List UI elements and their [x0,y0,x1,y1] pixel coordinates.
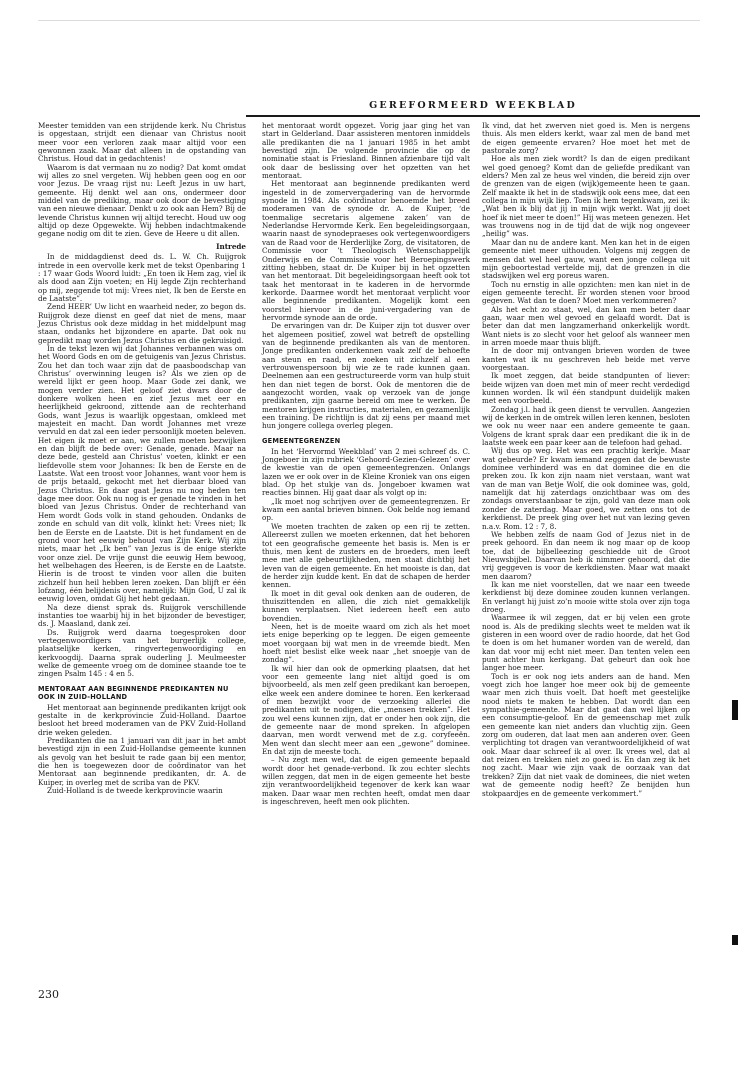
scan-edge-mark [732,935,738,945]
column-3 [482,122,690,798]
paragraph: Wij dus op weg. Het was een prachtig kerkje. Maar wat gebeurde? Er kwam iemand zeggen dat de bewuste dominee verhinderd was en dat dominee die en die preken zou. Ik kon zijn naam niet verstaan, want wat van de man van Betje Wolf, die ook dominee was, gold, namelijk dat hij zaterdags onzichtbaar was om des zondags onverstaanbaar te zijn, gold van deze man ook zonder de zaterdag. Maar goed, we zetten ons tot de kerkdienst. De preek ging over het nut van lezing geven n.a.v. Rom. 12 : 7, 8. [482,446,690,531]
running-header [246,100,700,117]
paragraph: Toch nu ernstig in alle opzichten: men kan niet in de eigen gemeente terecht. Er worden stenen voor brood gegeven. Wat dan te doen? Moet men verkommeren? [482,279,690,306]
paragraph: Toch is er ook nog iets anders aan de hand. Men voegt zich hoe langer hoe meer ook bij de gemeente waar men zich thuis voelt. Dat hoeft met geestelijke nood niets te maken te hebben. Dat wordt dan een sympathie-gemeente. Maar dat gaat dan wel lijken op een consumptie-geloof. En de gemeenschap met zulk een gemeente kan niet anders dan vluchtig zijn. Geen zorg om ouderen, dat laat men aan anderen over. Geen verplichting tot dragen van verantwoordelijkheid of wat ook. Maar daar schreef ik al over. Ik vrees wel, dat al dat reizen en trekken niet zo goed is. En dan zeg ik het nog zacht. Maar wie zijn vaak de oorzaak van dat trekken? Zijn dat niet vaak de dominees, die niet weten wat de gemeente nodig heeft? Ze benijden hun stokpaardjes en de gemeente verkommert.” [482,671,690,798]
paragraph: Ik moet zeggen, dat beide standpunten of liever: beide wijzen van doen met min of meer recht verdedigd kunnen worden. Ik wil één standpunt duidelijk maken met een voorbeeld. [482,371,690,406]
paragraph: Het mentoraat aan beginnende predikanten werd ingesteld in de zomervergadering van de hervormde synode in 1984. Als coördinator benoemde het breed moderamen van de synode dr. A. de Kuiper, ‘de toenmalige secretaris algemene zaken’ van de Nederlandse Hervormde Kerk. Een begeleidingsorgaan, waarin naast de synodepraeses ook vertegenwoordigers van de Raad voor de Herderlijke Zorg, de visitatoren, de Commissie voor ’t Theologisch Wetenschappelijk Onderwijs en de Commissie voor het Beroepingswerk zitting hebben, staat dr. De Kuiper bij in het opzetten van het mentoraat. Dit begeleidingsorgaan heeft ook tot taak het mentoraat in te kaderen in de hervormde kerkorde. Daarmee wordt het mentoraat verplicht voor alle beginnende predikanten. Mogelijk komt een voorstel hiervoor in de juni-vergadering van de hervormde synode aan de orde. [262,179,470,322]
header-title: GEREFORMEERD WEEKBLAD [369,100,577,111]
paragraph: Na deze dienst sprak ds. Ruijgrok verschillende instanties toe waarbij hij in het bijzonder de bevestiger, ds. J. Maasland, dank zei. [38,602,246,629]
paragraph: het mentoraat wordt opgezet. Vorig jaar ging het van start in Gelderland. Daar assisteren mentoren inmiddels alle predikanten die na 1 januari 1985 in het ambt bevestigd zijn. De volgende provincie die op de nominatie staat is Friesland. Binnen afzienbare tijd valt ook daar de beslissing over het opzetten van het mentoraat. [262,121,470,181]
paragraph: Predikanten die na 1 januari van dit jaar in het ambt bevestigd zijn in een Zuid-Hollandse gemeente kunnen als gevolg van het besluit te rade gaan bij een mentor, die hen is toegewezen door de coördinator van het Mentoraat aan beginnende predikanten, dr. A. de Kuiper, in overleg met de scriba van de PKV. [38,736,246,787]
page-number: 230 [38,988,59,1001]
paragraph: Meester temidden van een strijdende kerk. Nu Christus is opgestaan, strijdt een dienaar van Christus nooit meer voor een verloren zaak maar altijd voor een gewonnen zaak. Maar dat alleen in de opstanding van Christus. Houd dat in gedachtenis! [38,121,246,164]
paragraph: In de tekst lezen wij dat Johannes verbannen was om het Woord Gods en om de getuigenis van Jezus Christus. Zou het dan toch waar zijn dat de paasboodschap van Christus’ overwinning leugen is? Als we zien op de wereld lijkt er geen hoop. Maar Gode zei dank, we mogen verder zien. Het geloof ziet dwars door de donkere wolken heen en ziet Jezus met eer en heerlijkheid gekroond, zittende aan de rechterhand Gods, want Jezus is waarlijk opgestaan, omkleed met majesteit en macht. Dan wordt Johannes met vreze vervuld en dat zal een ieder persoonlijk moeten beleven. Het eigen ik moet er aan, we zullen moeten bezwijken en dan blijft de bede over: Genade, genade. Maar na deze bede, gesteld aan Christus’ voeten, klinkt er een liefdevolle stem voor Johannes: Ik ben de Eerste en de Laatste. Wat een troost voor Johannes, want voor hem is de prijs betaald, gekocht met het dierbaar bloed van Jezus Christus. En daar gaat Jezus nu nog heden ten dage mee door. Ook nu nog is er genade te vinden in het bloed van Jezus Christus. Onder de rechterhand van Hem wordt Gods volk in stand gehouden. Ondanks de zonde en schuld van dit volk, klinkt het: Vrees niet; Ik ben de Eerste en de Laatste. Dit is het fundament en de grond voor het eeuwig behoud van Zijn Kerk. Wij zijn niets, maar het „Ik ben” van Jezus is de enige sterkte voor onze ziel. De vrije gunst die eeuwig Hem bewoog, het welbehagen des Heeren, is de Eerste en de Laatste. Hierin is de troost te vinden voor allen die buiten zichzelf hun heil hebben leren zoeken. Dan blijft er één lofzang, één belijdenis over, namelijk: Mijn God, U zal ik eeuwig loven, omdat Gij het hebt gedaan. [38,343,246,604]
paragraph: Als het echt zo staat, wel, dan kan men beter daar gaan, waar men wel gevoed en gelaafd wordt. Dat is beter dan dat men langzamerhand onkerkelijk wordt. Want niets is zo slecht voor het geloof als wanneer men in arren moede maar thuis blijft. [482,304,690,347]
paragraph: „Ik moet nog schrijven over de gemeentegrenzen. Er kwam een aantal brieven binnen. Ook belde nog iemand op. [262,496,470,523]
paragraph: Zuid-Holland is de tweede kerkprovincie waarin [47,786,223,796]
paragraph: Ik kan me niet voorstellen, dat we naar een tweede kerkdienst bij deze dominee zouden kunnen verlangen. En verlangt hij juist zo’n mooie witte stola over zijn toga droeg. [482,579,690,614]
paragraph: Waarom is dat vermaan nu zo nodig? Dat komt omdat wij alles zo snel vergeten. Wij hebben geen oog en oor voor Jezus. De vraag rijst nu: Leeft Jezus in uw hart, gemeente. Hij denkt wel aan ons, ondermeer door middel van de prediking, maar ook door de bevestiging van een nieuwe dienaar. Denkt u zo ook aan Hem? Bij de levende Christus kunnen wij altijd terecht. Houd uw oog altijd op deze Opgewekte. Wij hebben indachtmakende gegane nodig om dit te zien. Geve de Heere u dit allen. [38,162,246,239]
paragraph: Ik moet in dit geval ook denken aan de ouderen, de thuiszittenden en allen, die zich niet gemakkelijk kunnen verplaatsen. Niet iedereen heeft een auto bovendien. [262,588,470,623]
paragraph: Zondag j.l. had ik geen dienst te vervullen. Aangezien wij de kerken in de omtrek willen leren kennen, besloten we ook nu weer naar een andere gemeente te gaan. Volgens de krant sprak daar een predikant die ik in de laatste week een paar keer aan de telefoon had gehad. [482,404,691,448]
paragraph: In de door mij ontvangen brieven worden de twee kanten wat ik nu geschreven heb beide met verve voorgestaan. [482,346,690,372]
paragraph: In het ‘Hervormd Weekblad’ van 2 mei schreef ds. C. Jongeboer in zijn rubriek ‘Gehoord-Gezien-Gelezen’ over de kwestie van de open gemeentegrenzen. Onlangs lazen we er ook over in de Kleine Kroniek van ons eigen blad. Op het stukje van ds. Jongeboer kwamen wat reacties binnen. Hij gaat daar als volgt op in: [262,446,470,498]
paragraph: Waarmee ik wil zeggen, dat er bij velen een grote nood is. Als de prediking slechts weet te melden wat ik gisteren in een woord over de radio hoorde, dat het God te doen is om het humaner worden van de wereld, dan kan dat voor mij echt niet meer. Dan tenten velen een punt achter hun kerkgang. Dat gebeurt dan ook hoe langer hoe meer. [482,613,690,673]
paragraph: Zend HEER’ Uw licht en waarheid neder, zo begon ds. Ruijgrok deze dienst en geef dat niet de mens, maar Jezus Christus ook deze middag in het middelpunt mag staan, ondanks het bijzondere en aparte. Dat ook nu gepredikt mag worden Jezus Christus en die gekruisigd. [38,302,246,345]
paragraph: Ik vind, dat het zwerven niet goed is. Men is nergens thuis. Als men elders kerkt, waar zal men de band met de eigen gemeente ervaren? Hoe moet het met de pastorale zorg? [482,121,690,156]
column-2 [262,122,470,807]
paragraph: Maar dan nu de andere kant. Men kan het in de eigen gemeente niet meer uithouden. Volgens mij zeggen de mensen dat wel heel gauw, want een jonge collega uit mijn geboortestad vertelde mij, dat de grenzen in die stadswijken wel erg poreus waren. [482,237,690,281]
paragraph: We hebben zelfs de naam God of Jezus niet in de preek gehoord. En dan neem ik nog maar op de koop toe, dat de bijbelleezing geschiedde uit de Groot Nieuwsbijbel. Daarvan heb ik nimmer gehoord, dat die vrij geggeven is voor de kerkdiensten. Maar wat maakt men daarom? [482,529,690,581]
scan-edge-mark [732,700,738,720]
paragraph: We moeten trachten de zaken op een rij te zetten. Allereerst zullen we moeten erkennen, dat het behoren tot een geografische gemeente het basis is. Men is er thuis, men kent de zusters en de broeders, men leeft mee met alle gebeurtlijkheden, men staat dichtbij het leven van de eigen gemeente. En het mooiste is dan, dat de herder zijn kudde kent. En dat de schapen de herder kennen. [262,521,470,590]
header-rule [246,115,700,117]
top-edge-rule [38,20,700,21]
section-heading-mentoraat: MENTORAAT AAN BEGINNENDE PREDIKANTEN NU OOK IN ZUID-HOLLAND [38,684,229,701]
paragraph: Het mentoraat aan beginnende predikanten krijgt ook gestalte in de kerkprovincie Zuid-Holland. Daartoe besloot het breed moderamen van de PKV Zuid-Holland drie weken geleden. [38,702,246,737]
paragraph: Hoe als men ziek wordt? Is dan de eigen predikant wel goed genoeg? Komt dan de geliefde predikant van elders? Men zal ze heus wel vinden, die bereid zijn over de grenzen van de eigen (wijk)gemeente heen te gaan. Zelf maakte ik het in de stadswijk ook eens mee, dat een collega in mijn wijk liep. Toen ik hem tegenkwam, zei ik: „Wat ben ik blij dat jij in mijn wijk werkt. Wat jij doet hoef ik niet meer te doen!” Hij was meteen genezen. Het was trouwens nog in de tijd dat de wijk nog ongeveer „heilig” was. [482,154,690,239]
subheading-intrede: Intrede [216,241,246,251]
paragraph: In de middagdienst deed ds. L. W. Ch. Ruijgrok intrede in een overvolle kerk met de tekst Openbaring 1 : 17 waar Gods Woord luidt: „En toen ik Hem zag, viel ik als dood aan Zijn voeten; en Hij legde Zijn rechterhand op mij, zeggende tot mij: Vrees niet, Ik ben de Eerste en de Laatste”. [38,252,246,303]
paragraph: Ds. Ruijgrok werd daarna toegesproken door vertegenwoordigers van het burgerlijk college, plaatselijke kerken, ringvertegenwoordiging en kerkvoogdij. Daarna sprak ouderling J. Meulmeester welke de gemeente vroeg om de dominee staande toe te zingen Psalm 145 : 4 en 5. [38,627,246,679]
paragraph: – Nu zegt men wel, dat de eigen gemeente bepaald wordt door het genade-verbond. Ik zou echter slechts willen zeggen, dat men in de eigen gemeente het beste zijn verantwoordelijkheid tegenover de kerk kan waar maken. Daar waar men rechten heeft, omdat men daar is ingeschreven, heeft men ook plichten. [262,755,470,807]
section-heading-gemeentegrenzen: GEMEENTEGRENZEN [262,436,341,445]
column-1 [38,122,246,795]
paragraph: Ik wil hier dan ook de opmerking plaatsen, dat het voor een gemeente lang niet altijd goed is om bijvoorbeeld, als men zelf geen predikant kan beroepen, elke week een andere dominee te horen. Een kerkeraad of men bezwijkt voor de verzoeking allerlei die predikanten uit te nodigen, die „mensen trekken”. Het zou wel eens kunnen zijn, dat er onder hen ook zijn, die de gemeente naar de mond spreken. In afgelopen daarvan, men wordt verwend met de z.g. coryfeeën. Men went dan slecht meer aan een „gewone” dominee. En dat zijn de meeste toch. [262,663,470,757]
paragraph: Neen, het is de moeite waard om zich als het moet iets enige beperking op te leggen. De eigen gemeente moet voorgaan bij wat men in de vreemde biedt. Men hoeft niet beslist elke week naar „het snoepje van de zondag”. [262,621,470,665]
paragraph: De ervaringen van dr. De Kuiper zijn tot dusver over het algemeen positief, zowel wat betreft de opstelling van de beginnende predikanten als van de mentoren. Jonge predikanten onderkennen vaak zelf de behoefte aan steun en raad, en zoeken uit zichzelf al een vertrouwenspersoon bij wie ze te rade kunnen gaan. Deelnemen aan een gestructureerde vorm van hulp stuit hen dan niet tegen de borst. Ook de mentoren die de aangezocht worden, vaak op verzoek van de jonge predikanten, zijn gaarne bereid om mee te werken. De mentoren krijgen instructies, materialen, en gezamenlijk een training. De richtlijn is dat zij eens per maand met hun jongere collega overleg plegen. [262,321,470,431]
